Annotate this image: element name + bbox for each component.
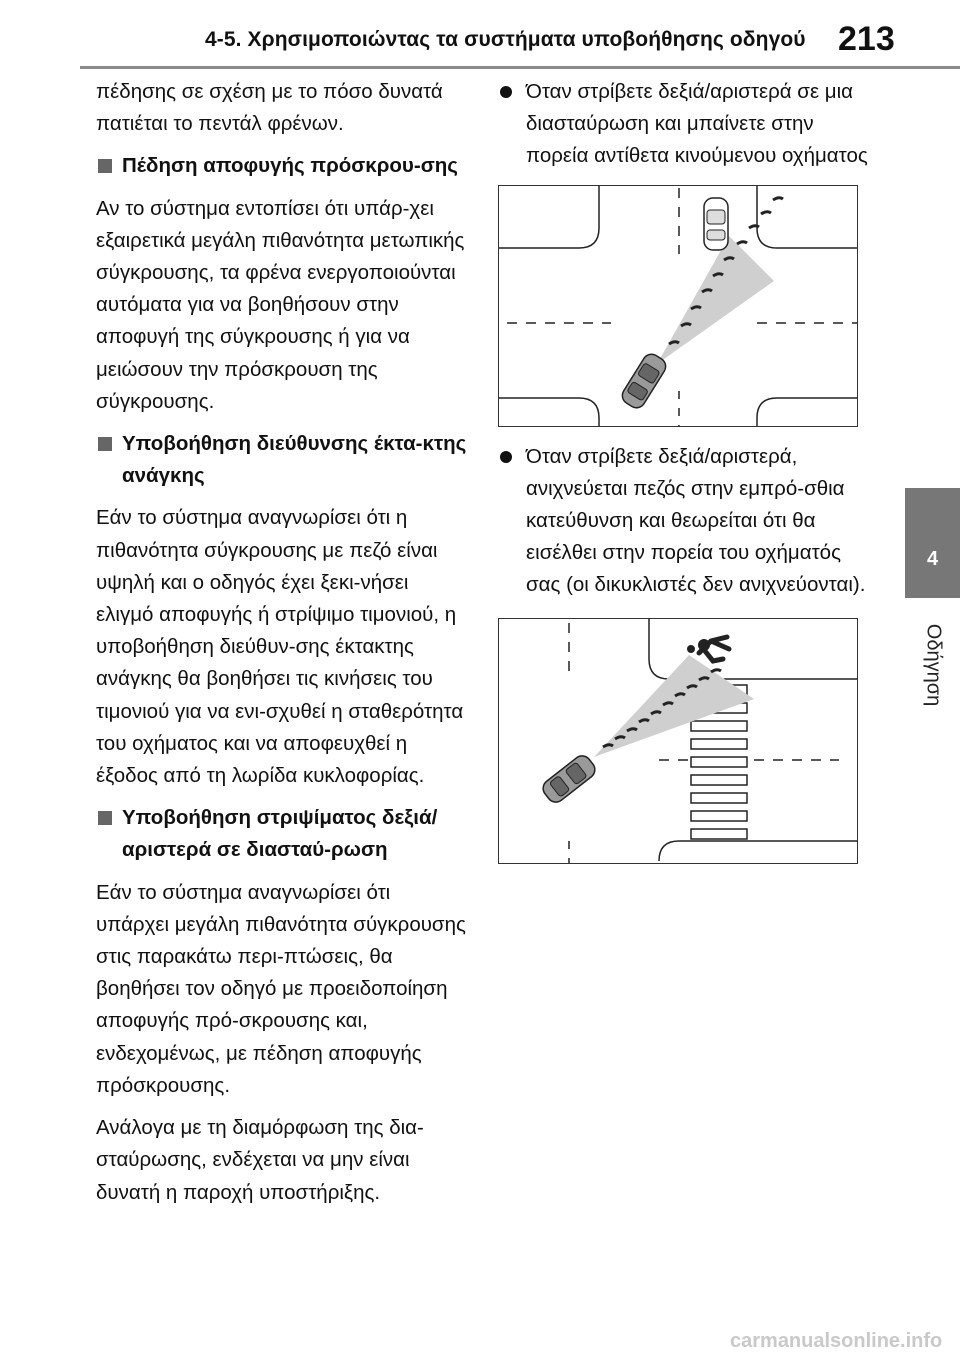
square-bullet-icon: [98, 437, 112, 451]
bullet-text: Όταν στρίβετε δεξιά/αριστερά σε μια διασταύρωση και μπαίνετε στην πορεία αντίθετα κινούμενου οχήματος: [526, 80, 868, 168]
figure-pedestrian: [498, 618, 858, 864]
bullet-dot-icon: [500, 86, 512, 98]
chapter-tab-label-text: Οδήγηση: [922, 623, 944, 707]
figure-oncoming-vehicle: [498, 185, 858, 427]
intersection-pedestrian-illustration: [499, 619, 857, 863]
section-body-collision-braking: Αν το σύστημα εντοπίσει ότι υπάρ-χει εξαιρετικά μεγάλη πιθανότητα μετωπικής σύγκρουσης, τα φρένα ενεργοποιούνται αυτόματα για να βοηθήσουν στην αποφυγή της σύγκρουσης ή για να μειώσουν την πρόσκρουση της σύγκρουσης.: [96, 196, 465, 413]
bullet-oncoming-vehicle: [498, 76, 870, 173]
section-heading-collision-braking: [96, 150, 468, 182]
chapter-tab-label: [905, 610, 960, 720]
bullet-text: Όταν στρίβετε δεξιά/αριστερά, ανιχνεύεται πεζός στην εμπρό-σθια κατεύθυνση και θεωρείται ότι θα εισέλθει στην πορεία του οχήματός σας (οι δικυκλιστές δεν ανιχνεύονται).: [526, 444, 866, 597]
section-heading-emergency-steering: [96, 428, 468, 492]
right-column: [498, 76, 870, 878]
watermark[interactable]: carmanualsonline.info: [730, 1330, 943, 1352]
section-body-intersection-turn: Εάν το σύστημα αναγνωρίσει ότι υπάρχει μεγάλη πιθανότητα σύγκρουσης στις παρακάτω περι-πτώσεις, θα βοηθήσει τον οδηγό με προειδοποίηση αποφυγής πρό-σκρουσης και, ενδεχομένως, με πέδηση αποφυγής πρόσκρουσης.: [96, 880, 466, 1097]
chapter-tab[interactable]: 4: [905, 488, 960, 598]
square-bullet-icon: [98, 159, 112, 173]
pedestrian-icon: [687, 637, 729, 661]
square-bullet-icon: [98, 811, 112, 825]
section-heading-text: Υποβοήθηση στριψίματος δεξιά/αριστερά σε διασταύ-ρωση: [122, 806, 438, 862]
bullet-pedestrian: [498, 441, 870, 602]
page-number: 213: [838, 20, 895, 58]
section-body-emergency-steering: Εάν το σύστημα αναγνωρίσει ότι η πιθανότητα σύγκρουσης με πεζό είναι υψηλή και ο οδηγός έχει ξεκι-νήσει ελιγμό αποφυγής ή στρίψιμο τιμονιού, η υποβοήθηση διεύθυν-σης έκτακτης ανάγκης θα βοηθήσει τις κινήσεις του τιμονιού για να ενι-σχυθεί η σταθερότητα του οχήματος και να αποφευχθεί η έξοδος από τη λωρίδα κυκλοφορίας.: [96, 506, 464, 788]
intersection-oncoming-illustration: [499, 186, 857, 426]
chapter-title: 4-5. Χρησιμοποιώντας τα συστήματα υποβοήθησης οδηγού: [205, 28, 806, 51]
section-heading-text: Πέδηση αποφυγής πρόσκρου-σης: [122, 154, 458, 178]
closing-paragraph: Ανάλογα με τη διαμόρφωση της δια-σταύρωσης, ενδέχεται να μην είναι δυνατή η παροχή υποστήριξης.: [96, 1116, 424, 1204]
section-heading-text: Υποβοήθηση διεύθυνσης έκτα-κτης ανάγκης: [122, 432, 467, 488]
intro-paragraph: πέδησης σε σχέση με το πόσο δυνατά πατιέται το πεντάλ φρένων.: [96, 80, 443, 136]
left-column: [96, 76, 468, 1219]
header-divider: [80, 66, 960, 69]
bullet-dot-icon: [500, 451, 512, 463]
section-heading-intersection-turn: [96, 802, 468, 866]
